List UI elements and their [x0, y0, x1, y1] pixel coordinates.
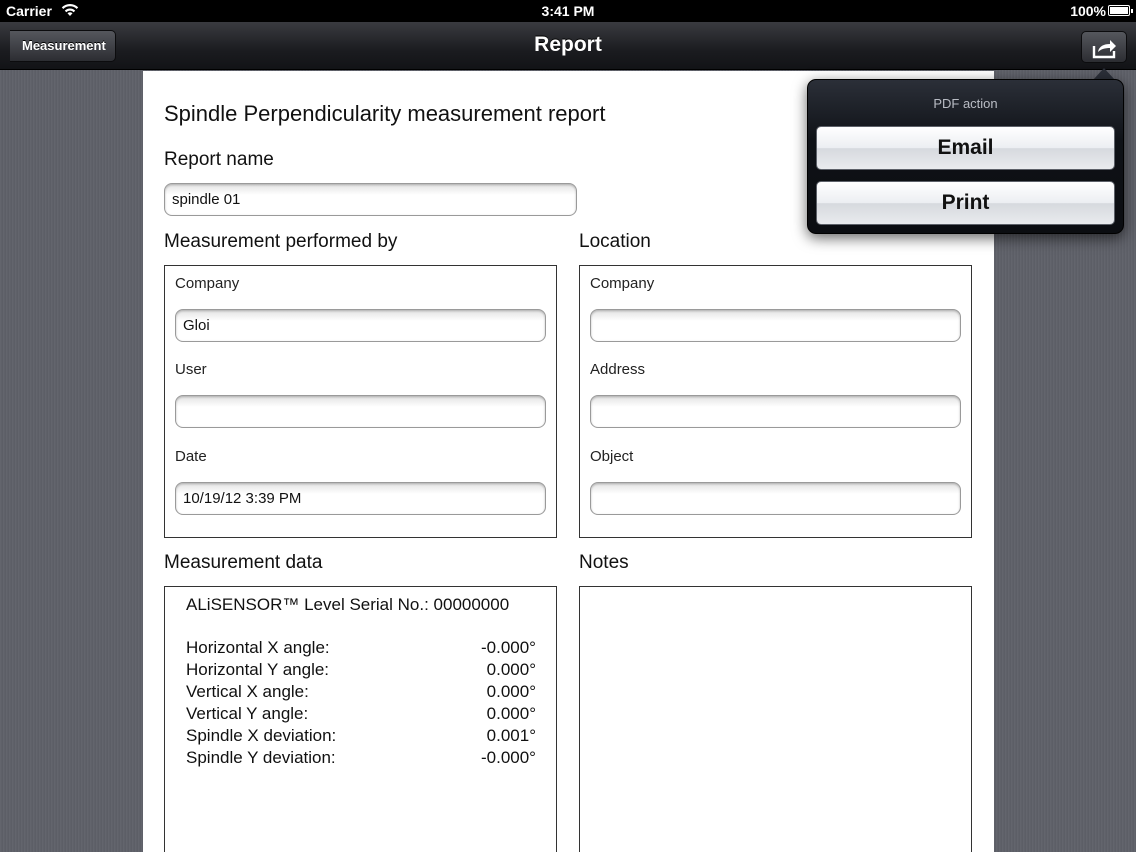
navigation-bar: [0, 22, 1136, 70]
object-input[interactable]: [590, 482, 961, 515]
battery-icon: [1108, 5, 1130, 16]
location-section: [579, 265, 972, 538]
data-row: [186, 703, 536, 725]
location-company-label: Company: [590, 275, 655, 292]
battery-percent: 100%: [1070, 3, 1106, 19]
address-input[interactable]: [590, 395, 961, 428]
data-row-label: Vertical X angle:: [186, 682, 309, 701]
notes-textarea[interactable]: [579, 586, 972, 852]
data-row: [186, 681, 536, 703]
data-row-value: -0.000°: [480, 748, 536, 767]
carrier-label: Carrier: [6, 3, 52, 19]
date-label: Date: [175, 448, 207, 465]
share-button[interactable]: [1081, 31, 1127, 63]
status-time: 3:41 PM: [541, 3, 595, 19]
user-label: User: [175, 361, 207, 378]
pdf-action-popover: [807, 79, 1124, 234]
data-row: [186, 747, 536, 769]
status-bar: [0, 0, 1136, 22]
sensor-serial: ALiSENSOR™ Level Serial No.: 00000000: [186, 595, 510, 614]
page-title: Report: [534, 33, 602, 56]
data-row-label: Horizontal X angle:: [186, 638, 330, 657]
measurement-data-section: [164, 586, 557, 852]
print-button[interactable]: Print: [816, 181, 1115, 225]
address-label: Address: [590, 361, 646, 378]
object-label: Object: [590, 448, 634, 465]
location-company-input[interactable]: [590, 309, 961, 342]
data-row: [186, 659, 536, 681]
report-name-label: Report name: [164, 149, 274, 170]
performed-by-section: [164, 265, 557, 538]
data-row-value: 0.000°: [486, 660, 536, 679]
data-row-label: Spindle X deviation:: [186, 726, 337, 745]
back-button-label: Measurement: [22, 38, 106, 53]
data-row-label: Horizontal Y angle:: [186, 660, 330, 679]
user-input[interactable]: [175, 395, 546, 428]
data-row: [186, 637, 536, 659]
performed-by-heading: Measurement performed by: [164, 231, 398, 252]
notes-heading: Notes: [579, 552, 629, 573]
data-row-value: 0.001°: [486, 726, 536, 745]
date-input[interactable]: 10/19/12 3:39 PM: [175, 482, 546, 515]
data-row-value: 0.000°: [486, 682, 536, 701]
data-row: [186, 725, 536, 747]
share-icon: [1092, 37, 1118, 59]
location-heading: Location: [579, 231, 651, 252]
measurement-data-content: [186, 595, 536, 769]
performed-company-label: Company: [175, 275, 240, 292]
report-title: Spindle Perpendicularity measurement report: [164, 101, 606, 126]
data-row-value: 0.000°: [486, 704, 536, 723]
measurement-data-heading: Measurement data: [164, 552, 323, 573]
report-name-input[interactable]: spindle 01: [164, 183, 577, 216]
performed-company-input[interactable]: Gloi: [175, 309, 546, 342]
data-row-label: Spindle Y deviation:: [186, 748, 336, 767]
popover-title: PDF action: [933, 96, 998, 111]
data-row-value: -0.000°: [480, 638, 536, 657]
email-button[interactable]: Email: [816, 126, 1115, 170]
data-row-label: Vertical Y angle:: [186, 704, 309, 723]
